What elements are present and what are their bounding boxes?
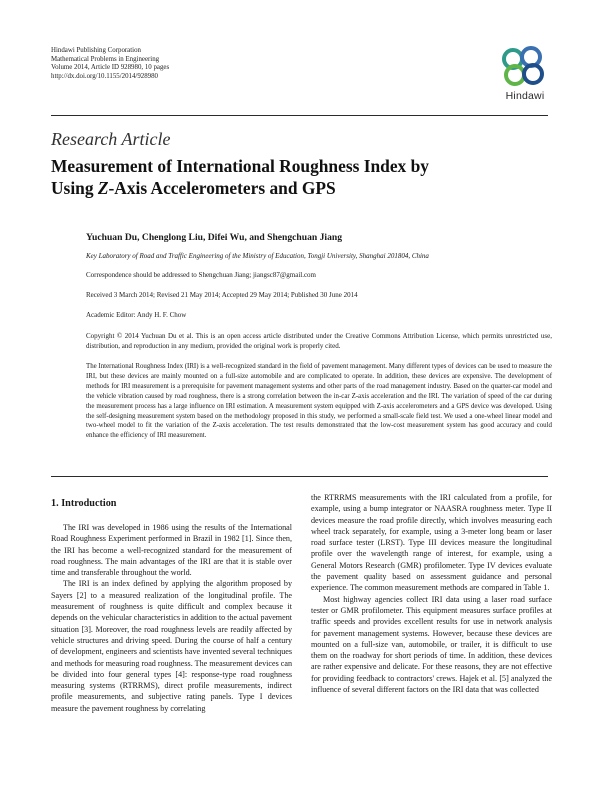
hindawi-logo-text: Hindawi (505, 90, 545, 102)
header-divider (51, 115, 548, 116)
paragraph: The IRI was developed in 1986 using the results of the International Road Roughness Experiment performed in Brazil in 1982 [1]. Since then, the IRI has become a well-recognized standard for the measurement of road roughness. The main advantages of the IRI are that it is stable over time and transferable throughout the world. (51, 523, 292, 578)
header-doi-link[interactable]: http://dx.doi.org/10.1155/2014/928980 (51, 72, 158, 80)
correspondence: Correspondence should be addressed to Shengchuan Jiang; jiangsc87@gmail.com (86, 271, 317, 279)
section-heading: 1. Introduction (51, 498, 117, 509)
article-type: Research Article (51, 129, 171, 149)
right-column (311, 492, 552, 695)
paragraph: Most highway agencies collect IRI data using a laser road surface tester or GMR profilometer. This equipment measures surface profiles at traffic speeds and provides excellent results for use in network analysis for pavement management systems. However, because these devices are mounted on a full-size van, automobile, or trailer, it is difficult to use them on the roadway for short periods of time. In addition, these devices are rather expensive and delicate. For these reasons, they are not effective for providing feedback to contractors' crews. Hajek et al. [5] analyzed the influence of several different factors on the IRI data that was collected (311, 594, 552, 695)
hindawi-logo-icon (500, 46, 550, 88)
abstract: The International Roughness Index (IRI) is a well-recognized standard in the field of pavement management. Many different types of devices can be used to measure the IRI, but these devices are mainly mounted on a full-size automobile and are complicated to operate. In addition, these devices are expensive. The development of methods for IRI measurement is a prerequisite for pavement management systems and other parts of the road management industry. Based on the quarter-car model and the vehicle vibration caused by road roughness, there is a strong correlation between the in-car Z-axis acceleration and the IRI. The variation of speed of the car during the measurement process has a large influence on IRI estimation. A measurement system equipped with Z-axis accelerometers and a GPS device was developed. Using the self-designing measurement system based on the methodology proposed in this study, we performed a small-scale field test. We used a one-wheel linear model and two-wheel model to fit the variation of the Z-axis acceleration. The test results demonstrated that the low-cost measurement system has good accuracy and could enhance the efficiency of IRI measurement. (86, 363, 552, 440)
authors: Yuchuan Du, Chenglong Liu, Difei Wu, and Shengchuan Jiang (86, 232, 343, 243)
academic-editor: Academic Editor: Andy H. F. Chow (86, 311, 187, 319)
hindawi-logo (496, 46, 554, 110)
header-volume: Volume 2014, Article ID 928980, 10 pages (51, 64, 170, 72)
title-line-1: Measurement of International Roughness Index by (51, 156, 429, 176)
copyright-notice: Copyright © 2014 Yuchuan Du et al. This is an open access article distributed under the Creative Commons Attribution License, which permits unrestricted use, distribution, and reproduction in any medium, provided the original work is properly cited. (86, 332, 552, 350)
journal-header (51, 47, 169, 81)
title-line-2: Using Z-Axis Accelerometers and GPS (51, 177, 336, 198)
paragraph: the RTRRMS measurements with the IRI calculated from a profile, for example, using a bump integrator or NAASRA roughness meter. Type II devices measure the road profile directly, which involves measuring each wheel track separately, for example, using a 3-meter long beam or laser road surface tester (LRST). Type III devices measure the longitudinal profile over the wavelength range of interest, for example, using a General Motors Research (GMR) profilometer. Type IV devices evaluate the pavement quality based on assessment guidance and personal experience. The common measurement methods are compared in Table 1. (311, 493, 552, 593)
left-column (51, 498, 292, 714)
paragraph: The IRI is an index defined by applying the algorithm proposed by Sayers [2] to a measured realization of the longitudinal profile. The measurement of roughness is quite difficult and complex because it depends on the vehicular characteristics in addition to the actual pavement situation [3]. Moreover, the road roughness levels are readily affected by vehicle structures and driving speed. During the course of half a century of development, engineers and scientists have invented several techniques and methods for measuring road roughness. The measurement devices can be divided into four general types [4]: response-type road roughness measuring systems (RTRRMS), direct profile measurements, indirect profile measurements, and subjective rating panels. Type I devices measure the pavement roughness by correlating (51, 579, 292, 713)
dates: Received 3 March 2014; Revised 21 May 2014; Accepted 29 May 2014; Published 30 June 2014 (86, 291, 358, 299)
header-publisher: Hindawi Publishing Corporation (51, 47, 141, 54)
abstract-divider (51, 476, 548, 477)
affiliation: Key Laboratory of Road and Traffic Engineering of the Ministry of Education, Tongji University, Shanghai 201804, China (86, 252, 429, 260)
paper-title (51, 156, 511, 199)
header-journal: Mathematical Problems in Engineering (51, 55, 160, 63)
